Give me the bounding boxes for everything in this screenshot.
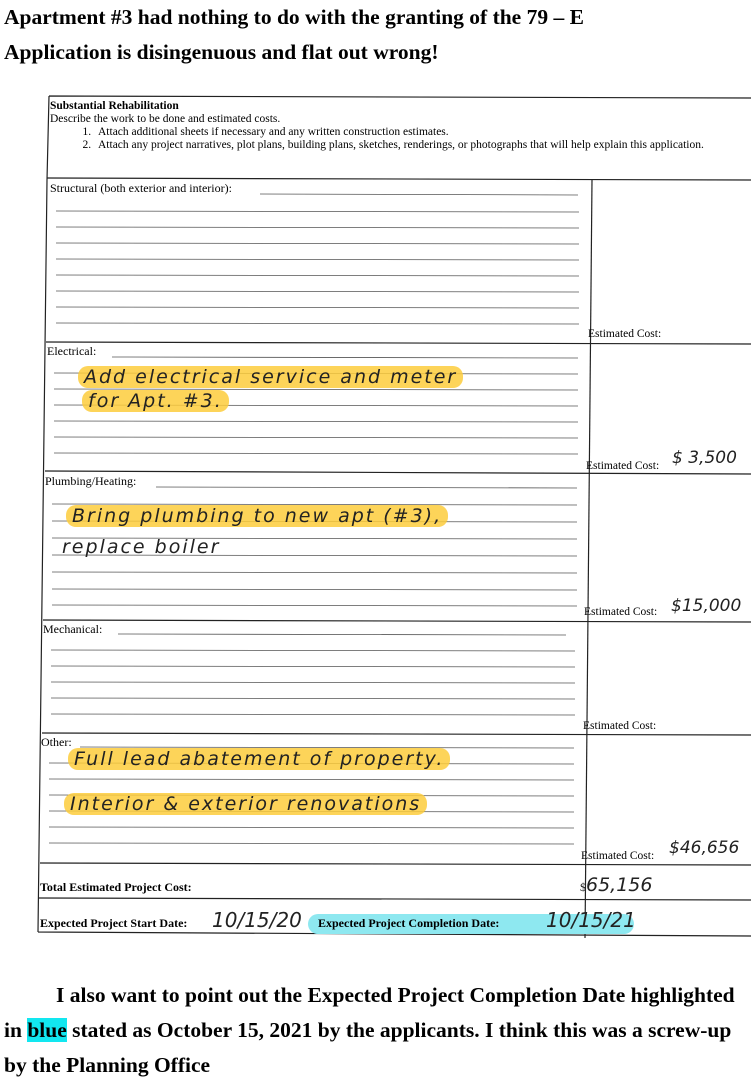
structural-label: Structural (both exterior and interior): [50,181,232,195]
plumbing-line-1: Bring plumbing to new apt (#3), [66,505,448,527]
electrical-line-2: for Apt. #3. [82,390,229,412]
mechanical-cost-label: Estimated Cost: [583,720,657,732]
conclusion-part-1: I also want to point out the Expected Project Completion Date highlighted in [4,983,735,1042]
electrical-cost-value: $ 3,500 [672,448,737,468]
electrical-line-1: Add electrical service and meter [78,366,463,388]
total-cost-value: $65,156 [580,874,653,896]
conclusion-part-2: stated as October 15, 2021 by the applicants. I think this was a screw-up by the Planning Office [4,1018,732,1077]
intro-line-1: Apartment #3 had nothing to do with the granting of the 79 – E [4,5,584,29]
other-line-1: Full lead abatement of property. [68,748,450,770]
plumbing-cost-label: Estimated Cost: [584,606,658,618]
other-label: Other: [41,735,72,749]
mechanical-label: Mechanical: [43,622,103,636]
instruction-item: 1. Attach additional sheets if necessary and any written construction estimates. [94,126,704,139]
form-intro: Describe the work to be done and estimated costs. [50,113,281,125]
completion-date-label: Expected Project Completion Date: [318,916,500,930]
other-cost-label: Estimated Cost: [581,850,655,862]
structural-cost-label: Estimated Cost: [588,328,662,340]
conclusion-paragraph [4,978,752,1083]
form-header [50,100,704,152]
start-date-label: Expected Project Start Date: [40,916,188,930]
electrical-cost-label: Estimated Cost: [586,460,660,472]
form-title: Substantial Rehabilitation [50,100,179,112]
completion-date-value: 10/15/21 [546,908,636,932]
intro-paragraph [4,0,752,70]
other-line-2: Interior & exterior renovations [64,793,427,815]
plumbing-cost-value: $15,000 [671,596,742,616]
plumbing-label: Plumbing/Heating: [45,474,137,488]
other-cost-value: $46,656 [669,838,740,858]
start-date-value: 10/15/20 [212,908,302,932]
instruction-list [50,126,704,152]
plumbing-line-2: replace boiler [62,536,221,558]
instruction-item: 2. Attach any project narratives, plot plans, building plans, sketches, renderings, or photographs that will help explain this application. [94,139,704,152]
blue-highlight-word: blue [27,1018,67,1042]
intro-line-2: Application is disingenuous and flat out wrong! [4,40,439,64]
total-cost-label: Total Estimated Project Cost: [40,880,192,894]
electrical-label: Electrical: [47,344,97,358]
rehab-form-scan [0,90,752,950]
